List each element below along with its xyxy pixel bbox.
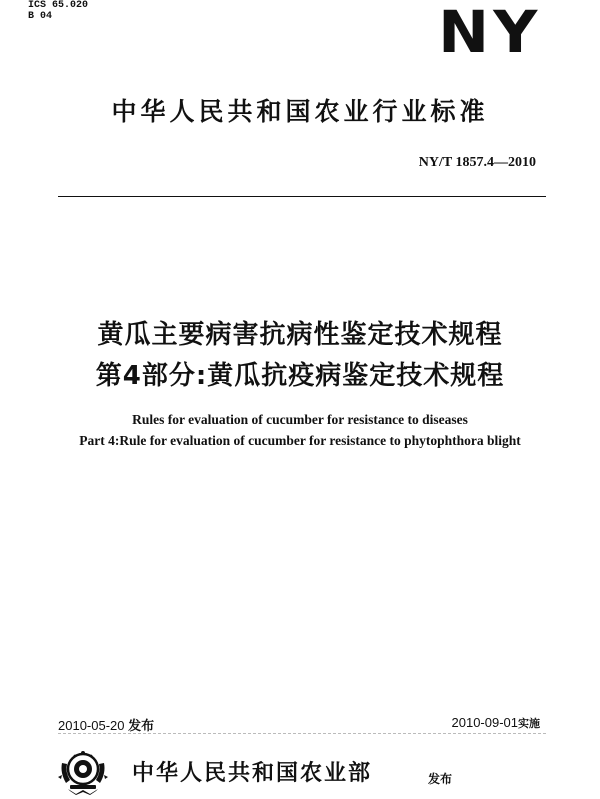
standard-category: 中华人民共和国农业行业标准 bbox=[111, 97, 489, 126]
en-title-line-2: Part 4:Rule for evaluation of cucumber for resistance to phytophthora blight bbox=[79, 433, 521, 448]
release-label: 发布 bbox=[128, 718, 155, 733]
national-emblem-icon bbox=[56, 747, 110, 795]
en-title-line-1: Rules for evaluation of cucumber for resistance to diseases bbox=[132, 412, 468, 427]
release-date-block bbox=[58, 715, 154, 734]
header-divider bbox=[58, 196, 546, 197]
ics-code: ICS 65.020 bbox=[28, 0, 89, 11]
ny-logo: NY bbox=[438, 0, 542, 66]
implement-date: 2010-09-01 bbox=[451, 715, 518, 730]
issue-label: 发布 bbox=[428, 772, 453, 786]
implement-date-block bbox=[452, 715, 541, 731]
zh-title-line-2: 第4部分:黄瓜抗疫病鉴定技术规程 bbox=[95, 361, 505, 391]
implement-label: 实施 bbox=[518, 718, 540, 730]
issuing-authority: 中华人民共和国农业部 bbox=[132, 761, 373, 786]
footer-divider bbox=[58, 733, 546, 734]
standard-number: NY/T 1857.4—2010 bbox=[418, 155, 536, 170]
zh-title-line-1: 黄瓜主要病害抗病性鉴定技术规程 bbox=[97, 320, 503, 350]
release-date: 2010-05-20 bbox=[58, 718, 125, 733]
ccs-code: B 04 bbox=[28, 11, 53, 22]
classification-codes bbox=[28, 0, 88, 22]
